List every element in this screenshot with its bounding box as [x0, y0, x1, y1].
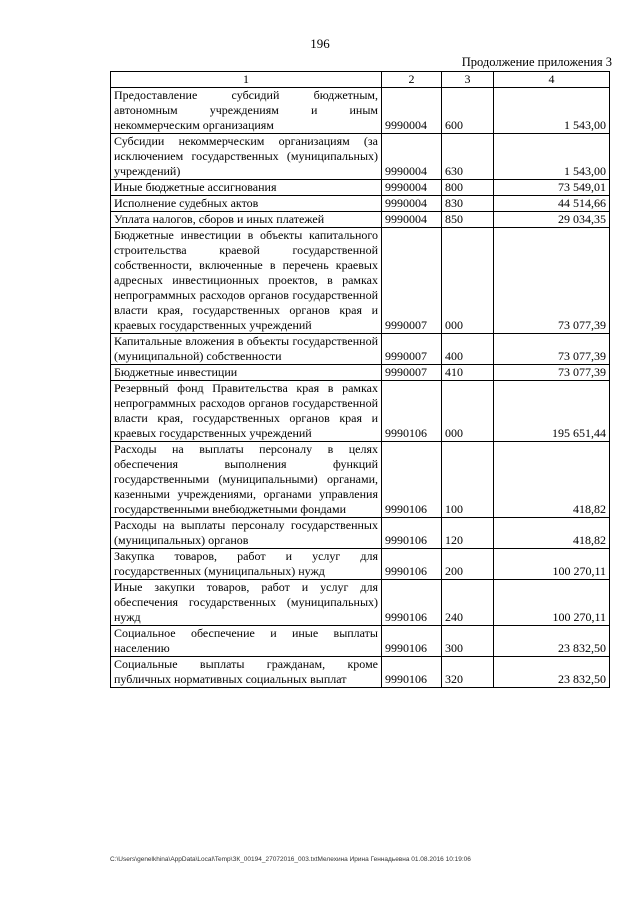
row-code: 9990106	[382, 518, 442, 549]
row-code: 9990106	[382, 442, 442, 518]
table-row	[111, 180, 610, 196]
row-name: Расходы на выплаты персоналу в целях обеспечения выполнения функций государственными (муниципальными) органами, казенными учреждениями, органами управления государственными внебюджетными фондами	[111, 442, 382, 518]
header-row	[111, 72, 610, 88]
row-amount: 1 543,00	[494, 134, 610, 180]
table-row	[111, 365, 610, 381]
row-name: Закупка товаров, работ и услуг для государственных (муниципальных) нужд	[111, 549, 382, 580]
table-row	[111, 196, 610, 212]
table-row	[111, 657, 610, 688]
row-kind: 000	[442, 228, 494, 334]
row-amount: 23 832,50	[494, 657, 610, 688]
table-row	[111, 626, 610, 657]
row-kind: 410	[442, 365, 494, 381]
row-amount: 195 651,44	[494, 381, 610, 442]
row-code: 9990007	[382, 334, 442, 365]
row-amount: 73 077,39	[494, 228, 610, 334]
row-code: 9990004	[382, 88, 442, 134]
row-kind: 100	[442, 442, 494, 518]
row-code: 9990106	[382, 657, 442, 688]
row-kind: 240	[442, 580, 494, 626]
row-kind: 000	[442, 381, 494, 442]
row-code: 9990106	[382, 626, 442, 657]
row-kind: 830	[442, 196, 494, 212]
row-kind: 800	[442, 180, 494, 196]
row-kind: 200	[442, 549, 494, 580]
table-row	[111, 518, 610, 549]
row-amount: 1 543,00	[494, 88, 610, 134]
row-kind: 300	[442, 626, 494, 657]
row-code: 9990004	[382, 212, 442, 228]
table-row	[111, 580, 610, 626]
table-row	[111, 381, 610, 442]
header-col-2: 2	[382, 72, 442, 88]
row-kind: 600	[442, 88, 494, 134]
row-code: 9990004	[382, 134, 442, 180]
row-code: 9990106	[382, 549, 442, 580]
row-amount: 100 270,11	[494, 549, 610, 580]
row-code: 9990106	[382, 381, 442, 442]
row-code: 9990106	[382, 580, 442, 626]
row-code: 9990004	[382, 180, 442, 196]
row-code: 9990004	[382, 196, 442, 212]
row-kind: 320	[442, 657, 494, 688]
row-amount: 100 270,11	[494, 580, 610, 626]
row-kind: 120	[442, 518, 494, 549]
budget-table	[110, 71, 610, 688]
row-code: 9990007	[382, 228, 442, 334]
continuation-label: Продолжение приложения 3	[461, 55, 612, 69]
row-kind: 630	[442, 134, 494, 180]
row-name: Иные закупки товаров, работ и услуг для обеспечения государственных (муниципальных) нужд	[111, 580, 382, 626]
row-name: Субсидии некоммерческим организациям (за исключением государственных (муниципальных) учреждений)	[111, 134, 382, 180]
row-amount: 23 832,50	[494, 626, 610, 657]
row-amount: 418,82	[494, 518, 610, 549]
row-name: Капитальные вложения в объекты государственной (муниципальной) собственности	[111, 334, 382, 365]
row-code: 9990007	[382, 365, 442, 381]
table-row	[111, 334, 610, 365]
table-row	[111, 134, 610, 180]
row-amount: 73 077,39	[494, 334, 610, 365]
row-name: Бюджетные инвестиции	[111, 365, 382, 381]
row-name: Уплата налогов, сборов и иных платежей	[111, 212, 382, 228]
row-kind: 400	[442, 334, 494, 365]
row-name: Социальные выплаты гражданам, кроме публичных нормативных социальных выплат	[111, 657, 382, 688]
row-name: Бюджетные инвестиции в объекты капитального строительства краевой государственной собственности, включенные в перечень краевых адресных инвестиционных проектов, в рамках непрограммных расходов органов государственной власти края, государственных органов края и краевых государственных учреждений	[111, 228, 382, 334]
row-amount: 29 034,35	[494, 212, 610, 228]
header-col-1: 1	[111, 72, 382, 88]
table-row	[111, 212, 610, 228]
file-path-footer: C:\Users\genelkhina\AppData\Local\Temp\ЗК_00194_27072016_003.txtМелехина Ирина Геннадьевна 01.08.2016 10:19:06	[110, 856, 471, 863]
row-name: Иные бюджетные ассигнования	[111, 180, 382, 196]
row-name: Исполнение судебных актов	[111, 196, 382, 212]
table-row	[111, 88, 610, 134]
table-row	[111, 228, 610, 334]
row-amount: 44 514,66	[494, 196, 610, 212]
page-number: 196	[310, 36, 330, 51]
row-amount: 73 077,39	[494, 365, 610, 381]
row-name: Социальное обеспечение и иные выплаты населению	[111, 626, 382, 657]
header-col-3: 3	[442, 72, 494, 88]
row-amount: 73 549,01	[494, 180, 610, 196]
row-name: Резервный фонд Правительства края в рамках непрограммных расходов органов государственной власти края, государственных органов края и краевых государственных учреждений	[111, 381, 382, 442]
row-amount: 418,82	[494, 442, 610, 518]
row-name: Предоставление субсидий бюджетным, автономным учреждениям и иным некоммерческим организациям	[111, 88, 382, 134]
row-kind: 850	[442, 212, 494, 228]
row-name: Расходы на выплаты персоналу государственных (муниципальных) органов	[111, 518, 382, 549]
table-row	[111, 549, 610, 580]
header-col-4: 4	[494, 72, 610, 88]
table-row	[111, 442, 610, 518]
